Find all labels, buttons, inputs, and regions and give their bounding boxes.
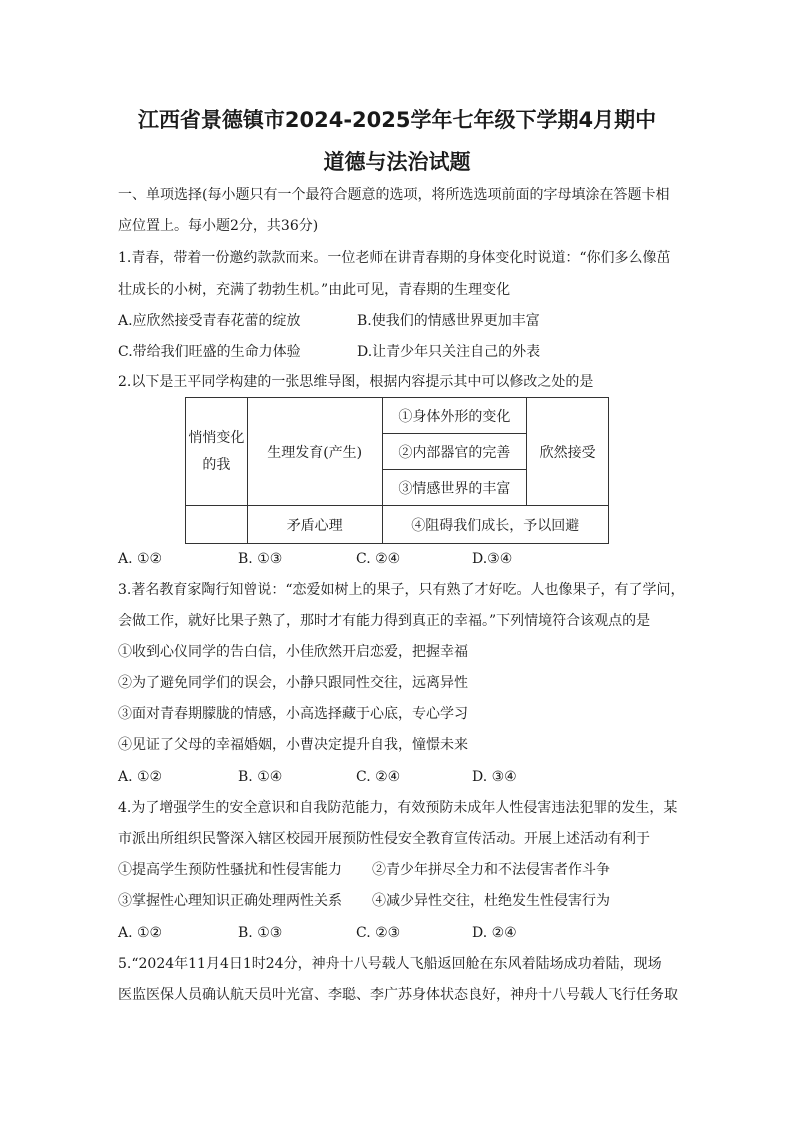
mind-map-root-line2: 的我 <box>202 456 231 473</box>
mind-map-attitude: 欣然接受 <box>527 398 609 506</box>
question-4-option-d: D. ②④ <box>472 925 517 941</box>
question-3-stem-line1: 3.著名教育家陶行知曾说：“恋爱如树上的果子，只有熟了才好吃。人也像果子，有了学问， <box>118 582 685 598</box>
question-3-item-3: ③面对青春期朦胧的情感，小高选择藏于心底，专心学习 <box>118 706 468 722</box>
question-4-item-2: ②青少年拼尽全力和不法侵害者作斗争 <box>372 862 610 878</box>
question-1-stem-line1: 1.青春，带着一份邀约款款而来。一位老师在讲青春期的身体变化时说道：“你们多么像茁 <box>118 250 671 266</box>
question-3-item-4: ④见证了父母的幸福婚姻，小曹决定提升自我，憧憬未来 <box>118 737 468 753</box>
question-2-option-c: C. ②④ <box>356 551 401 567</box>
question-1-option-c: C.带给我们旺盛的生命力体验 <box>118 344 301 360</box>
mind-map-leaf-1: ①身体外形的变化 <box>382 398 527 434</box>
question-4-item-1: ①提高学生预防性骚扰和性侵害能力 <box>118 862 342 878</box>
question-1-stem-line2: 壮成长的小树，充满了勃勃生机。”由此可见，青春期的生理变化 <box>118 282 511 298</box>
question-3-option-c: C. ②④ <box>356 769 401 785</box>
section-heading-line2: 应位置上。每小题2分，共36分) <box>118 218 319 234</box>
question-3-option-d: D. ③④ <box>472 769 517 785</box>
question-3-stem-line2: 会做工作，就好比果子熟了，那时才有能力得到真正的幸福。”下列情境符合该观点的是 <box>118 613 651 629</box>
question-1-option-b: B.使我们的情感世界更加丰富 <box>357 313 540 329</box>
question-5-stem-line2: 医监医保人员确认航天员叶光富、李聪、李广苏身体状态良好，神舟十八号载人飞行任务取 <box>118 987 678 1003</box>
mind-map-table <box>185 397 609 544</box>
question-4-stem-line1: 4.为了增强学生的安全意识和自我防范能力，有效预防未成年人性侵害违法犯罪的发生，某 <box>118 800 678 816</box>
question-1-option-a: A.应欣然接受青春花蕾的绽放 <box>118 313 301 329</box>
mind-map-leaf-3: ③情感世界的丰富 <box>382 470 527 506</box>
question-4-option-c: C. ②③ <box>356 925 401 941</box>
question-2-option-d: D.③④ <box>472 551 513 567</box>
mind-map-leaf-2: ②内部器官的完善 <box>382 434 527 470</box>
question-5-stem-line1: 5.“2024年11月4日1时24分，神舟十八号载人飞船返回舱在东风着陆场成功着陆，现场 <box>118 956 662 972</box>
question-3-item-1: ①收到心仪同学的告白信，小佳欣然开启恋爱，把握幸福 <box>118 644 468 660</box>
mind-map-branch-physiology: 生理发育(产生) <box>247 398 382 506</box>
question-4-option-b: B. ①③ <box>238 925 283 941</box>
mind-map-leaf-4: ④阻碍我们成长，予以回避 <box>382 506 608 544</box>
question-2-option-b: B. ①③ <box>238 551 283 567</box>
question-4-item-4: ④减少异性交往，杜绝发生性侵害行为 <box>372 893 610 909</box>
exam-title-line1: 江西省景德镇市2024-2025学年七年级下学期4月期中 <box>137 108 657 132</box>
question-3-option-a: A. ①② <box>118 769 163 785</box>
question-3-option-b: B. ①④ <box>238 769 283 785</box>
question-1-option-d: D.让青少年只关注自己的外表 <box>357 344 541 360</box>
question-4-item-3: ③掌握性心理知识正确处理两性关系 <box>118 893 342 909</box>
section-heading-line1: 一、单项选择(每小题只有一个最符合题意的选项，将所选选项前面的字母填涂在答题卡相 <box>118 187 670 203</box>
mind-map-branch-psychology: 矛盾心理 <box>247 506 382 544</box>
exam-title-line2: 道德与法治试题 <box>323 150 471 174</box>
question-2-option-a: A. ①② <box>118 551 163 567</box>
question-3-item-2: ②为了避免同学们的误会，小静只跟同性交往，远离异性 <box>118 675 468 691</box>
mind-map-root <box>186 398 248 506</box>
question-2-stem: 2.以下是王平同学构建的一张思维导图，根据内容提示其中可以修改之处的是 <box>118 374 594 390</box>
question-4-option-a: A. ①② <box>118 925 163 941</box>
mind-map-root-line1: 悄悄变化 <box>188 429 245 446</box>
question-4-stem-line2: 市派出所组织民警深入辖区校园开展预防性侵安全教育宣传活动。开展上述活动有利于 <box>118 831 650 847</box>
